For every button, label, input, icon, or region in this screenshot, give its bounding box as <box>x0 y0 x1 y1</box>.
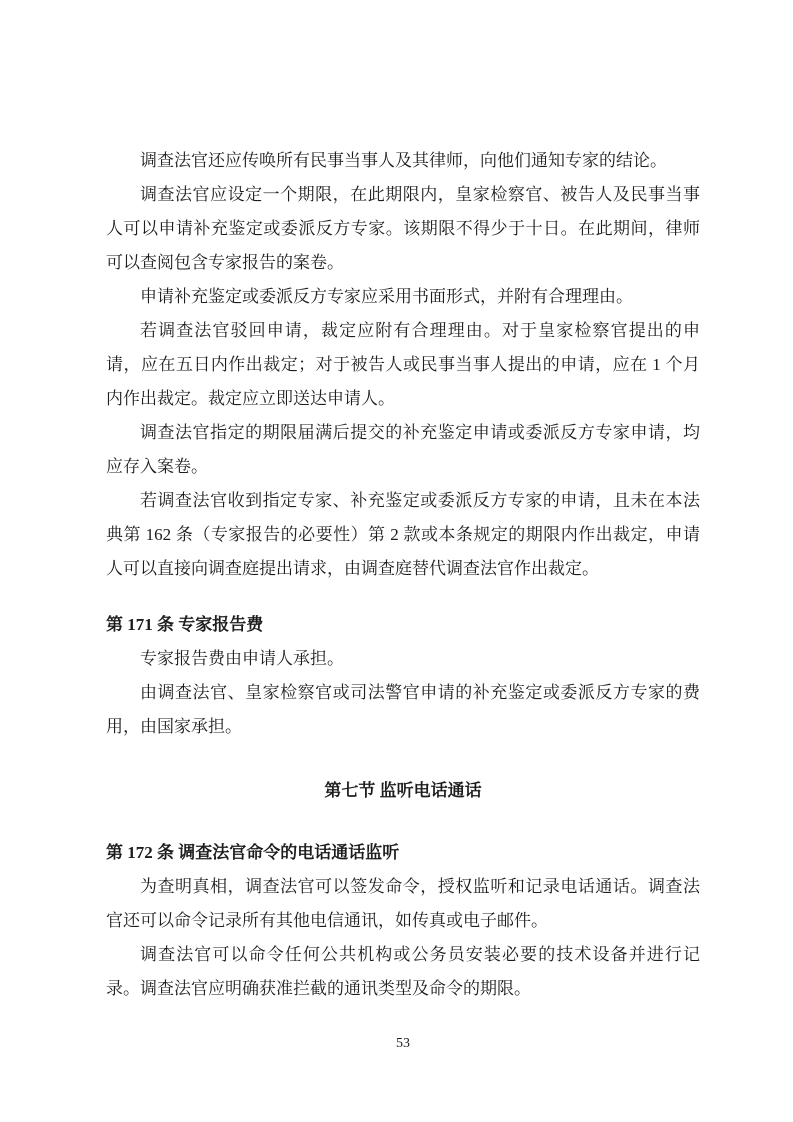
section-7-heading: 第七节 监听电话通话 <box>324 781 482 800</box>
body-paragraph: 调查法官可以命令任何公共机构或公务员安装必要的技术设备并进行记录。调查法官应明确获准拦截的通讯类型及命令的期限。 <box>106 945 700 998</box>
article-171-heading: 第 171 条 专家报告费 <box>106 615 264 634</box>
page-number: 53 <box>396 1036 410 1051</box>
article-172-heading: 第 172 条 调查法官命令的电话通话监听 <box>106 843 400 862</box>
body-paragraph: 专家报告费由申请人承担。 <box>140 649 344 668</box>
body-paragraph: 为查明真相，调查法官可以签发命令，授权监听和记录电话通话。调查法官还可以命令记录所有其他电信通讯，如传真或电子邮件。 <box>106 877 700 930</box>
body-paragraph: 调查法官指定的期限届满后提交的补充鉴定申请或委派反方专家申请，均应存入案卷。 <box>106 423 700 476</box>
body-paragraph: 申请补充鉴定或委派反方专家应采用书面形式，并附有合理理由。 <box>140 287 633 306</box>
body-paragraph: 若调查法官收到指定专家、补充鉴定或委派反方专家的申请，且未在本法典第 162 条（专家报告的必要性）第 2 款或本条规定的期限内作出裁定，申请人可以直接向调查庭提出请求，由调查庭替代调查法官作出裁定。 <box>106 491 700 578</box>
body-paragraph: 调查法官还应传唤所有民事当事人及其律师，向他们通知专家的结论。 <box>140 151 667 170</box>
body-paragraph: 若调查法官驳回申请，裁定应附有合理理由。对于皇家检察官提出的申请，应在五日内作出裁定；对于被告人或民事当事人提出的申请，应在 1 个月内作出裁定。裁定应立即送达申请人。 <box>106 321 700 408</box>
body-paragraph: 由调查法官、皇家检察官或司法警官申请的补充鉴定或委派反方专家的费用，由国家承担。 <box>106 683 700 736</box>
document-body <box>106 144 700 1006</box>
body-paragraph: 调查法官应设定一个期限，在此期限内，皇家检察官、被告人及民事当事人可以申请补充鉴定或委派反方专家。该期限不得少于十日。在此期间，律师可以查阅包含专家报告的案卷。 <box>106 185 700 272</box>
